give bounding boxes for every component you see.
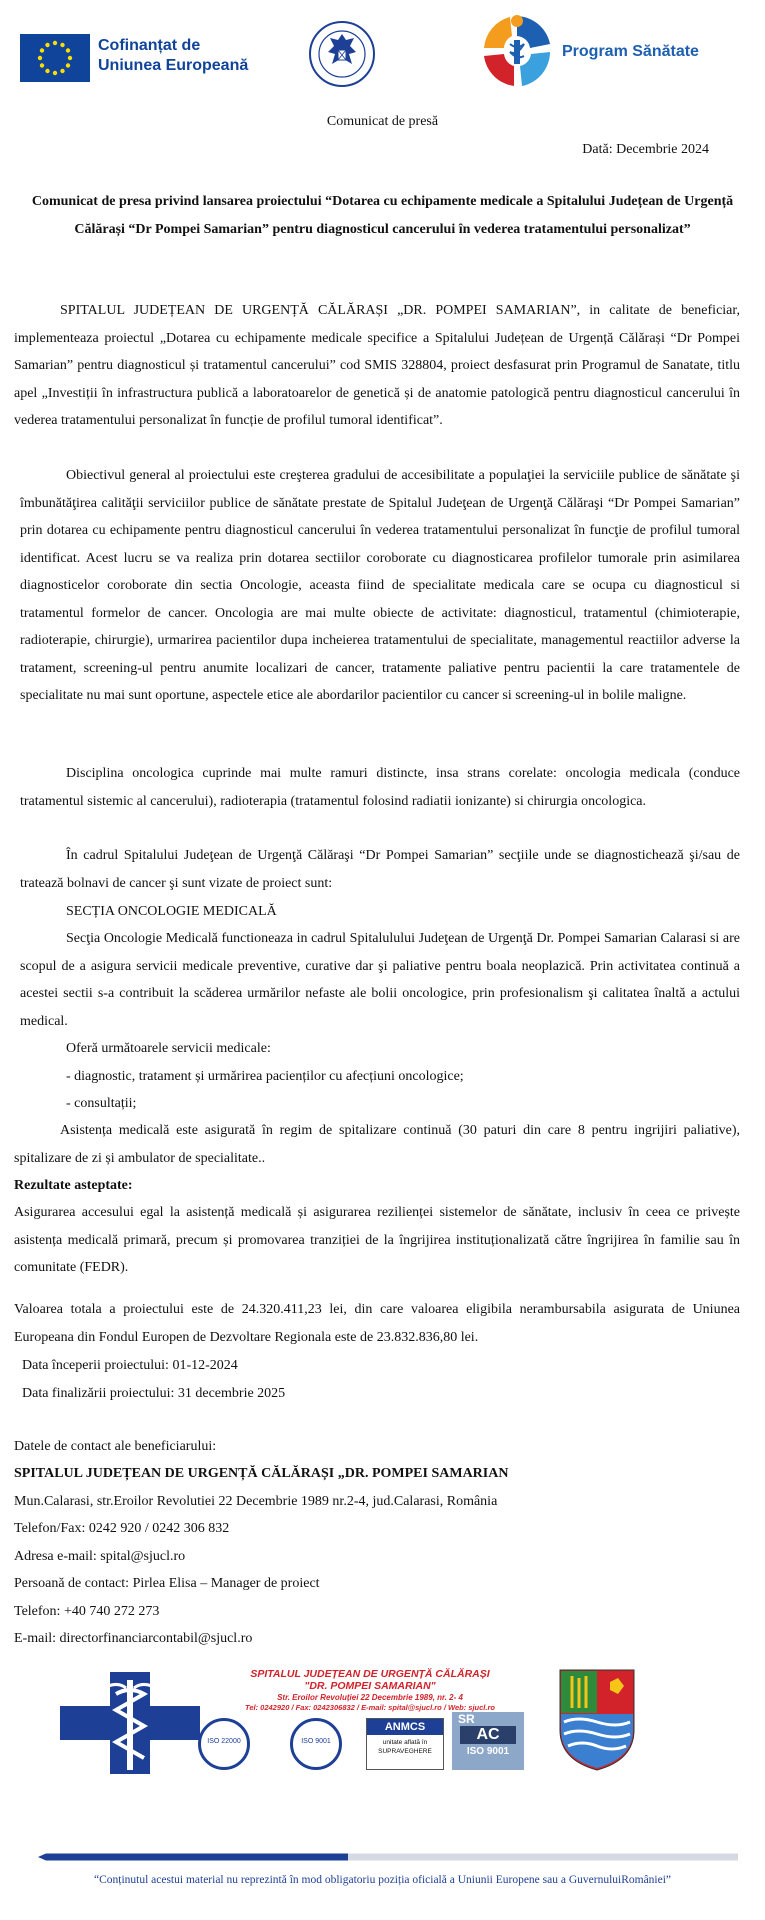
contact-hospital-name: SPITALUL JUDEȚEAN DE URGENȚĂ CĂLĂRAȘI „DR. POMPEI SAMARIAN: [14, 1466, 509, 1481]
srac-badge: SR AC ISO 9001: [452, 1712, 524, 1770]
banner-address: Str. Eroilor Revoluției 22 Decembrie 1989, nr. 2- 4: [277, 1693, 463, 1702]
document-date: Dată: Decembrie 2024: [582, 142, 709, 157]
eu-cofinancing-logo: [20, 34, 250, 82]
sections-paragraph: În cadrul Spitalului Judeţean de Urgenţă Călăraşi “Dr Pompei Samarian” secţiile unde se diagnostichează şi/sau de tratează bolnavi de cancer şi sunt vizate de proiect sunt:: [20, 848, 740, 891]
service-item-1: - diagnostic, tratament și urmărirea pacienților cu afecțiuni oncologice;: [66, 1069, 464, 1084]
intro-paragraph: SPITALUL JUDEȚEAN DE URGENȚĂ CĂLĂRAȘI „DR. POMPEI SAMARIAN”, in calitate de beneficiar, implementeaza proiectul „Dotarea cu echipamente medicale specifice a Spitalului Județean de Urgență Călărași “Dr Pompei Samarian” pentru diagnosticul și tratamentul cancerului” cod SMIS 328804, proiect desfasurat prin Programul de Sanatate, titlu apel „Investiții în infrastructura publică a laboratoarelor de genetică și de anatomie patologică pentru diagnosticul cancerului în vederea tratamentului personalizat în funcție de profilul tumoral identificat”.: [14, 303, 740, 428]
contact-address: Mun.Calarasi, str.Eroilor Revolutiei 22 Decembrie 1989 nr.2-4, jud.Calarasi, România: [14, 1494, 498, 1509]
calarasi-coat-of-arms-icon: [558, 1668, 636, 1772]
program-sanatate-label: Program Sănătate: [562, 43, 699, 60]
service-item-2: - consultații;: [66, 1096, 137, 1111]
government-seal-icon: [308, 20, 376, 88]
document-type: Comunicat de presă: [326, 114, 439, 129]
objective-paragraph: Obiectivul general al proiectului este creşterea gradului de accesibilitate a populaţiei la serviciile publice de sănătate şi îmbunătăţirea calităţii serviciilor publice de sănătate prestate de Spitalul Judeţean de Urgenţă Călăraşi “Dr Pompei Samarian” prin dotarea cu echipamente pentru diagnosticul cancerului în vederea tratamentului personalizat în funcţie de profilul tumoral identificat. Acest lucru se va realiza prin dotarea sectiilor coroborate cu diagnosticarea profilelor tumorale prin asimilarea diagnosticelor coroborate din sectia Oncologie, aceasta fiind de specialitate medicala care se ocupa cu diagnosticul si tratamentul formelor de cancer. Oncologia are mai multe obiecte de activitate: diagnosticul, tratamentul (chimioterapie, radioterapie, chirurgie), urmarirea pacientilor dupa incheierea tratamentului de specialitate, managementul reactiilor adverse la tratament, screening-ul pentru anumite localizari de cancer, tratamente paliative pentru pacientii la care tratamentele de specialitate nu mai sunt oportune, aspectele etice ale abordarilor pacientilor cu cancer si screening-ul in bolile maligne.: [20, 468, 740, 703]
contact-phone-fax: Telefon/Fax: 0242 920 / 0242 306 832: [14, 1521, 230, 1536]
results-heading: Rezultate asteptate:: [14, 1178, 133, 1193]
banner-hospital-subname: "DR. POMPEI SAMARIAN": [304, 1680, 436, 1692]
footer-separator-line: [38, 1853, 738, 1861]
services-intro: Oferă următoarele servicii medicale:: [66, 1041, 271, 1056]
romanian-government-seal: [308, 20, 376, 88]
hospital-banner: [60, 1668, 680, 1778]
footer-disclaimer: “Conținutul acestui material nu reprezintă în mod obligatoriu poziția oficială a Uniunii Europene sau a GuvernuluiRomâniei”: [93, 1874, 672, 1886]
section-heading: SECȚIA ONCOLOGIE MEDICALĂ: [66, 904, 277, 919]
project-value-paragraph: Valoarea totala a proiectului este de 24.320.411,23 lei, din care valoarea eligibila nerambursabila asigurata de Uniunea Europeana din Fondul Europen de Dezvoltare Regionala este de 23.832.836,80 lei.: [14, 1302, 740, 1345]
discipline-paragraph: Disciplina oncologica cuprinde mai multe ramuri distincte, insa strans corelate: oncologia medicala (conduce tratamentul sistemic al cancerului), radioterapia (tratamentul folosind radiatii ionizante) si chirurgia oncologica.: [20, 766, 740, 809]
contact-intro: Datele de contact ale beneficiarului:: [14, 1439, 217, 1454]
anmcs-badge: ANMCS unitate aflată în SUPRAVEGHERE: [366, 1718, 444, 1770]
iso-9001-badge: ISO 9001: [290, 1718, 342, 1770]
program-sanatate-icon: [478, 12, 556, 90]
banner-contact: Tel: 0242920 / Fax: 0242306832 / E-mail: spital@sjucl.ro / Web: sjucl.ro: [245, 1703, 495, 1712]
caduceus-cross-icon: [60, 1672, 200, 1774]
eu-logo-line2: Uniunea Europeană: [98, 57, 249, 74]
eu-logo-line1: Cofinanțat de: [98, 37, 201, 54]
press-release-title: Comunicat de presa privind lansarea proiectului “Dotarea cu echipamente medicale a Spitalului Județean de Urgență Călărași “Dr Pompei Samarian” pentru diagnosticul cancerului în vederea tratamentului personalizat”: [31, 194, 734, 237]
contact-email-secondary: E-mail: directorfinanciarcontabil@sjucl.ro: [14, 1631, 253, 1646]
project-end-date: Data finalizării proiectului: 31 decembrie 2025: [22, 1386, 286, 1401]
contact-person: Persoană de contact: Pirlea Elisa – Manager de proiect: [14, 1576, 320, 1591]
oncology-paragraph: Secţia Oncologie Medicală functioneaza in cadrul Spitalulului Judeţean de Urgenţă Dr. Pompei Samarian Calarasi si are scopul de a asigura servicii medicale preventive, curative dar şi paliative pentru boala neoplazică. Prin activitatea continuă a acestei sectii s-a contribuit la scăderea urmărilor nefaste ale bolii oncologice, prin profesionalism şi calitatea înaltă a actului medical.: [20, 931, 740, 1029]
banner-hospital-name: SPITALUL JUDEȚEAN DE URGENȚĂ CĂLĂRAȘI: [250, 1668, 490, 1680]
contact-phone: Telefon: +40 740 272 273: [14, 1604, 160, 1619]
assistance-paragraph: Asistența medicală este asigurată în regim de spitalizare continuă (30 paturi din care 8 pentru ingrijiri paliative), spitalizare de zi și ambulator de specialitate..: [14, 1123, 740, 1166]
eu-flag-icon: [20, 34, 90, 82]
iso-22000-badge: ISO 22000: [198, 1718, 250, 1770]
contact-email: Adresa e-mail: spital@sjucl.ro: [14, 1549, 186, 1564]
program-sanatate-logo: [478, 12, 708, 92]
results-paragraph: Asigurarea accesului egal la asistență medicală și asigurarea rezilienței sistemelor de sănătate, inclusiv în ceea ce privește asistența medicală primară, precum și promovarea tranziției de la îngrijirea instituționalizată către îngrijirea în familie sau în comunitate (FEDR).: [14, 1205, 740, 1275]
project-start-date: Data începerii proiectului: 01-12-2024: [22, 1358, 238, 1373]
